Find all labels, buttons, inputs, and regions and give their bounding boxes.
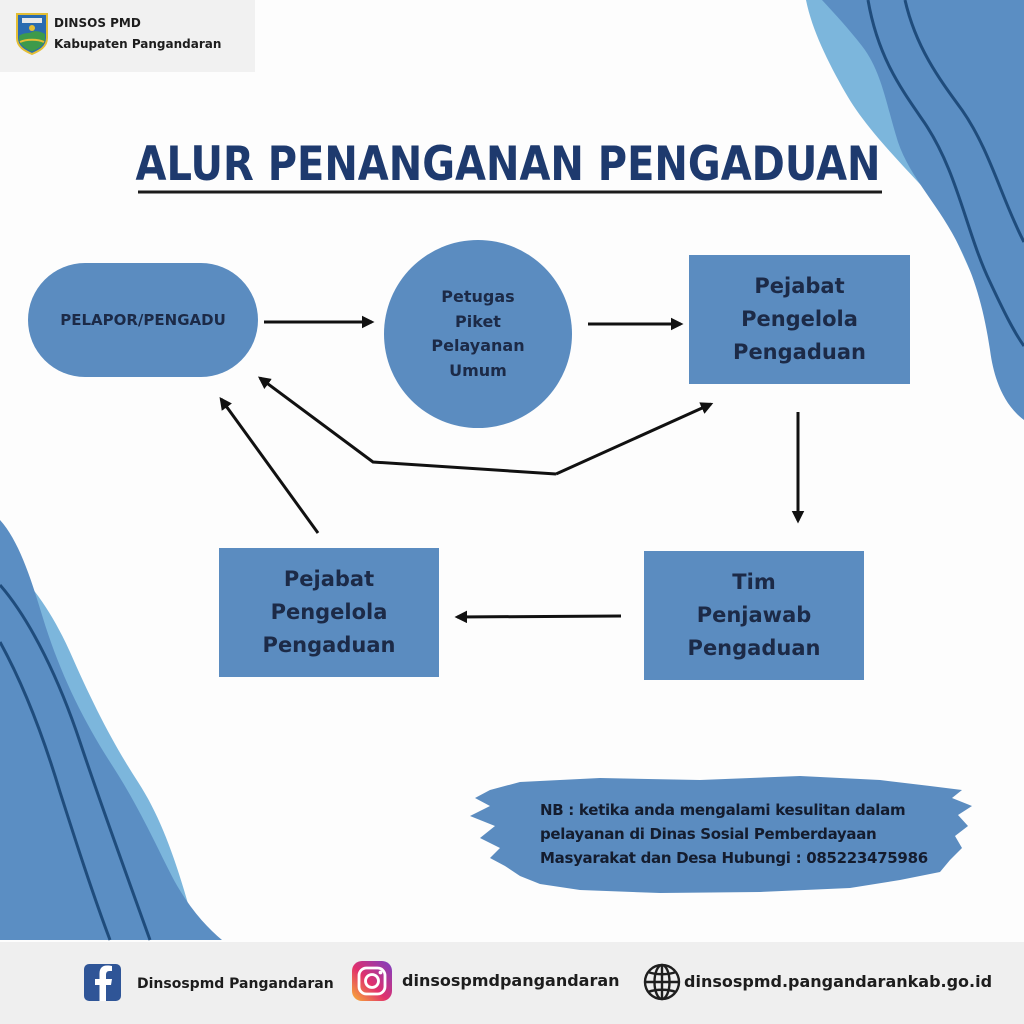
- wave-decoration-bottom-left: [0, 520, 222, 940]
- node-label-line: Pengelola: [741, 307, 858, 331]
- node-label-line: Pelayanan: [431, 336, 525, 355]
- website-link[interactable]: dinsospmd.pangandarankab.go.id: [684, 972, 993, 991]
- facebook-link[interactable]: Dinsospmd Pangandaran: [137, 976, 334, 992]
- node-reporter-label: PELAPOR/PENGADU: [60, 311, 226, 329]
- organization-name: DINSOS PMD: [54, 16, 141, 30]
- contact-note: [540, 798, 960, 870]
- node-duty-officer: [384, 240, 572, 428]
- node-label-line: Umum: [449, 360, 507, 380]
- node-reporter: [28, 263, 258, 377]
- node-response-team: [644, 551, 864, 680]
- node-label-line: Pejabat: [283, 567, 375, 591]
- node-label-line: Penjawab: [696, 603, 812, 627]
- node-label-line: Piket: [455, 311, 501, 331]
- page-title: ALUR PENANGANAN PENGADUAN: [135, 137, 881, 192]
- note-line: Masyarakat dan Desa Hubungi : 085223475986: [540, 849, 928, 867]
- node-label-line: Tim: [732, 570, 776, 594]
- organization-header: [0, 0, 255, 72]
- organization-region: Kabupaten Pangandaran: [54, 37, 222, 51]
- regency-shield-icon: [14, 12, 50, 56]
- note-line: pelayanan di Dinas Sosial Pemberdayaan: [540, 825, 877, 843]
- node-label-line: Pengaduan: [687, 636, 821, 660]
- node-label-line: Pejabat: [754, 274, 845, 298]
- node-label-line: Pengaduan: [262, 633, 396, 657]
- note-line: NB : ketika anda mengalami kesulitan dalam: [540, 801, 906, 819]
- node-complaint-manager-top: [689, 255, 910, 384]
- node-label-line: Pengelola: [270, 600, 388, 624]
- node-label-line: Pengaduan: [733, 340, 866, 364]
- instagram-link[interactable]: dinsospmdpangandaran: [402, 971, 620, 990]
- node-label-line: Petugas: [441, 287, 515, 306]
- node-complaint-manager-bottom: [219, 548, 439, 677]
